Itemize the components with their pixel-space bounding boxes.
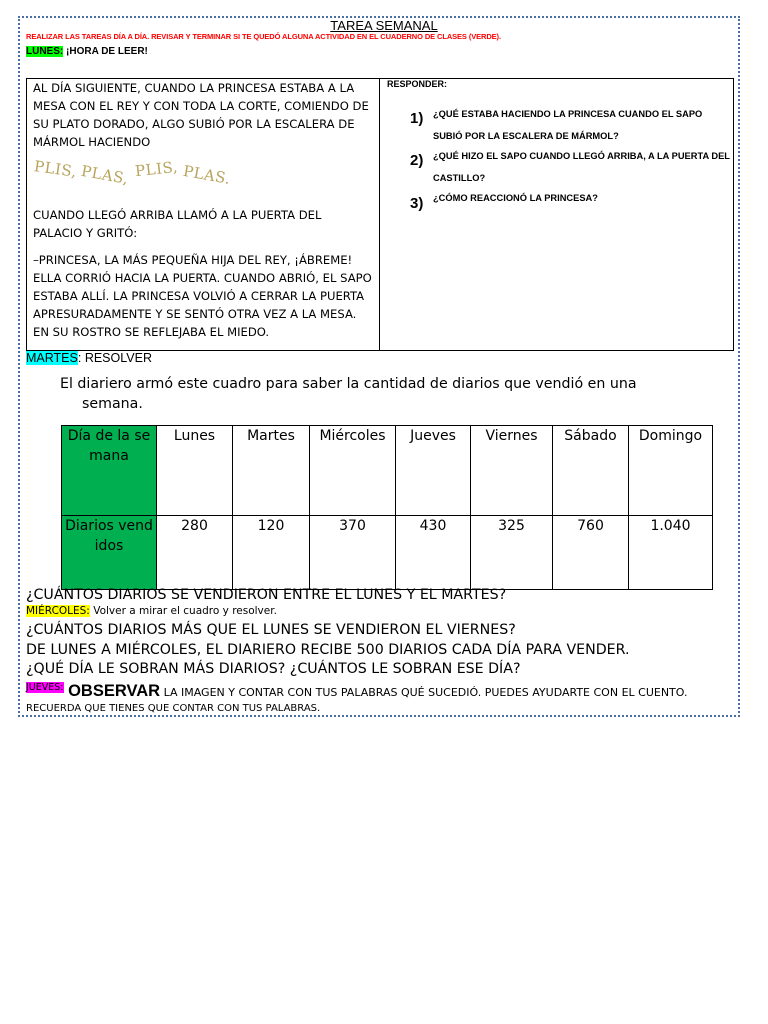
table-day: Sábado [553,426,629,516]
miercoles-task: Volver a mirar el cuadro y resolver. [89,605,277,617]
table-header-label: Día de la semana [62,426,157,516]
table-row-label: Diarios vendidos [62,516,157,590]
miercoles-question-3: ¿QUÉ DÍA LE SOBRAN MÁS DIARIOS? ¿CUÁNTOS LE SOBRAN ESE DÍA? [26,661,521,677]
miercoles-question-2: DE LUNES A MIÉRCOLES, EL DIARIERO RECIBE 500 DIARIOS CADA DÍA PARA VENDER. [26,642,630,658]
miercoles-heading [26,605,277,617]
sales-table [61,425,713,590]
sound-word-2: PLAS, [80,161,131,188]
table-day: Viernes [471,426,553,516]
table-value: 120 [233,516,310,590]
table-day: Miércoles [310,426,396,516]
table-value: 325 [471,516,553,590]
question-number-1: 1) [410,110,424,127]
story-paragraph-1: AL DÍA SIGUIENTE, CUANDO LA PRINCESA ESTABA A LA MESA CON EL REY Y CON TODA LA CORTE, COMIENDO DE SU PLATO DORADO, ALGO SUBIÓ POR LA ESCALERA DE MÁRMOL HACIENDO [33,81,369,149]
question-number-3: 3) [410,195,424,212]
sound-effect-art [32,157,232,188]
jueves-reminder: RECUERDA QUE TIENES QUE CONTAR CON TUS PALABRAS. [26,703,321,714]
table-header-row [62,426,713,516]
martes-intro [60,375,710,414]
sound-word-1: PLIS, [32,157,79,181]
intro-line-2: semana. [82,395,143,412]
table-value: 760 [553,516,629,590]
table-day: Martes [233,426,310,516]
table-value: 1.040 [629,516,713,590]
question-text-3: ¿CÓMO REACCIONÓ LA PRINCESA? [433,193,598,203]
question-text-2: ¿QUÉ HIZO EL SAPO CUANDO LLEGÓ ARRIBA, A LA PUERTA DEL CASTILLO? [433,151,730,183]
story-divider [379,78,380,351]
table-row [62,516,713,590]
question-number-2: 2) [410,152,424,169]
page-title: TAREA SEMANAL [330,18,438,33]
martes-task: : RESOLVER [77,351,152,365]
table-value: 430 [396,516,471,590]
jueves-tag: JUEVES: [26,682,64,693]
question-text-1: ¿QUÉ ESTABA HACIENDO LA PRINCESA CUANDO EL SAPO SUBIÓ POR LA ESCALERA DE MÁRMOL? [433,109,703,141]
responder-label: RESPONDER: [387,79,448,89]
story-paragraph-3: –PRINCESA, LA MÁS PEQUEÑA HIJA DEL REY, ¡ÁBREME! ELLA CORRIÓ HACIA LA PUERTA. CUANDO ABRIÓ, EL SAPO ESTABA ALLÍ. LA PRINCESA VOLVIÓ A CERRAR LA PUERTA APRESURADAMENTE Y SE SENTÓ OTRA VEZ A LA MESA. EN SU ROSTRO SE REFLEJABA EL MIEDO. [33,253,372,339]
lunes-task: ¡HORA DE LEER! [66,46,148,57]
jueves-heading [26,682,687,701]
jueves-task: LA IMAGEN Y CONTAR CON TUS PALABRAS QUÉ SUCEDIÓ. PUEDES AYUDARTE CON EL CUENTO. [160,686,688,699]
table-value: 280 [157,516,233,590]
martes-tag: MARTES [26,351,78,365]
table-value: 370 [310,516,396,590]
sound-word-4: PLAS. [181,161,232,188]
martes-heading [26,351,152,365]
story-paragraph-2: CUANDO LLEGÓ ARRIBA LLAMÓ A LA PUERTA DEL PALACIO Y GRITÓ: [33,208,322,240]
table-day: Jueves [396,426,471,516]
instructions-text: REALIZAR LAS TAREAS DÍA A DÍA. REVISAR Y TERMINAR SI TE QUEDÓ ALGUNA ACTIVIDAD EN EL CUADERNO DE CLASES (VERDE). [26,32,501,41]
table-day: Domingo [629,426,713,516]
table-day: Lunes [157,426,233,516]
miercoles-question-1: ¿CUÁNTOS DIARIOS MÁS QUE EL LUNES SE VENDIERON EL VIERNES? [26,622,516,638]
martes-question: ¿CUÁNTOS DIARIOS SE VENDIERON ENTRE EL LUNES Y EL MARTES? [26,587,507,603]
jueves-observar: OBSERVAR [63,682,161,700]
sound-word-3: PLIS, [134,157,180,181]
miercoles-tag: MIÉRCOLES: [26,605,90,617]
lunes-heading [26,46,148,57]
lunes-tag: LUNES: [26,46,64,57]
intro-line-1: El diariero armó este cuadro para saber la cantidad de diarios que vendió en una [60,376,637,392]
